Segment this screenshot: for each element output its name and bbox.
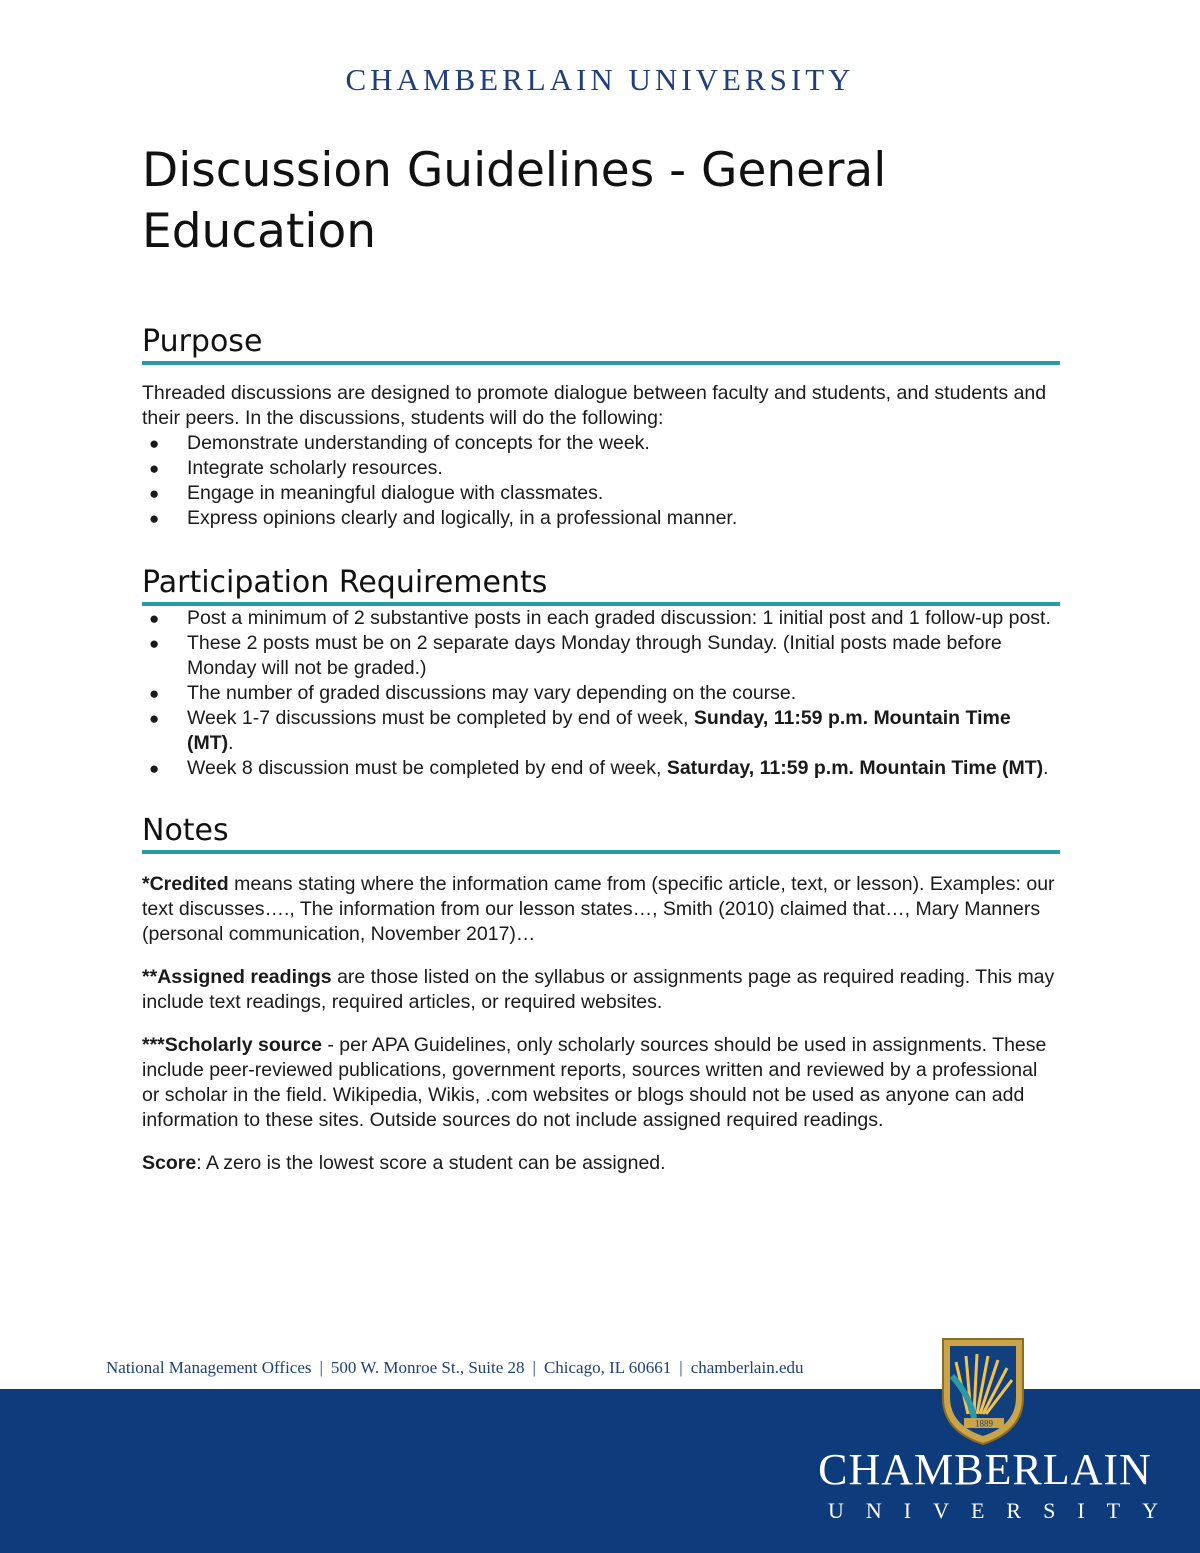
footer-logo-name: CHAMBERLAIN [818, 1445, 1152, 1494]
footer-logo-subtitle: UNIVERSITY [828, 1498, 1180, 1523]
list-item: ● Engage in meaningful dialogue with classmates. [149, 482, 604, 504]
header-brand: CHAMBERLAIN UNIVERSITY [345, 62, 855, 97]
bullet-icon: ● [149, 609, 160, 628]
bullet-icon: ● [149, 459, 160, 478]
website-link[interactable]: chamberlain.edu [690, 1358, 804, 1377]
page-title: Discussion Guidelines - General Education [142, 143, 887, 259]
bullet-icon: ● [149, 509, 160, 528]
note-assigned-readings: **Assigned readings are those listed on the syllabus or assignments page as required reading. This may include text readings, required articles, or required websites. [142, 966, 1055, 1013]
list-item: ● The number of graded discussions may vary depending on the course. [149, 682, 797, 704]
bullet-icon: ● [149, 759, 160, 778]
notes-block [142, 872, 1060, 1176]
bullet-icon: ● [149, 709, 160, 728]
document-body [142, 140, 1060, 1176]
purpose-heading: Purpose [142, 324, 1060, 365]
note-term: Assigned readings [157, 966, 332, 988]
list-item: ● These 2 posts must be on 2 separate days Monday through Sunday. (Initial posts made before Monday will not be graded.) [149, 632, 1002, 679]
note-term: Score [142, 1152, 197, 1174]
bullet-icon: ● [149, 634, 160, 653]
notes-heading: Notes [142, 813, 1060, 854]
list-item: ● Post a minimum of 2 substantive posts in each graded discussion: 1 initial post and 1 follow-up post. [149, 607, 1051, 629]
footer-address: National Management Offices | 500 W. Monroe St., Suite 28 | Chicago, IL 60661 | chamberlain.edu [106, 1358, 804, 1377]
participation-heading: Participation Requirements [142, 565, 1060, 606]
list-item: ● Week 1-7 discussions must be completed by end of week, Sunday, 11:59 p.m. Mountain Time (MT). [149, 707, 1011, 754]
list-item: ● Integrate scholarly resources. [149, 457, 443, 479]
deadline-text: Sunday, 11:59 p.m. Mountain Time (MT) [187, 707, 1011, 754]
purpose-intro: Threaded discussions are designed to promote dialogue between faculty and students, and students and their peers. In the discussions, students will do the following: [142, 382, 1047, 429]
crest-year: 1889 [975, 1418, 993, 1429]
note-term: Credited [149, 873, 229, 895]
note-term: Scholarly source [164, 1034, 322, 1056]
purpose-list [142, 431, 1060, 531]
list-item: ● Demonstrate understanding of concepts for the week. [149, 432, 650, 454]
bullet-icon: ● [149, 484, 160, 503]
bullet-icon: ● [149, 434, 160, 453]
deadline-text: Saturday, 11:59 p.m. Mountain Time (MT) [666, 757, 1044, 779]
university-crest-icon [940, 1336, 1026, 1446]
list-item: ● Express opinions clearly and logically, in a professional manner. [149, 507, 738, 529]
bullet-icon: ● [149, 684, 160, 703]
list-item: ● Week 8 discussion must be completed by end of week, Saturday, 11:59 p.m. Mountain Time (MT). [149, 757, 1049, 779]
note-scholarly-source: ***Scholarly source - per APA Guidelines, only scholarly sources should be used in assignments. These include peer-reviewed publications, government reports, sources written and reviewed by a professional or scholar in the field. Wikipedia, Wikis, .com websites or blogs should not be used as anyone can add information to these sites. Outside sources do not include assigned required readings. [142, 1034, 1047, 1131]
note-credited: *Credited means stating where the information came from (specific article, text, or lesson). Examples: our text discusses…., The information from our lesson states…, Smith (2010) claimed that…, Mary Manners (personal communication, November 2017)… [142, 873, 1055, 945]
participation-list [142, 606, 1060, 781]
note-score: Score: A zero is the lowest score a student can be assigned. [142, 1152, 666, 1174]
